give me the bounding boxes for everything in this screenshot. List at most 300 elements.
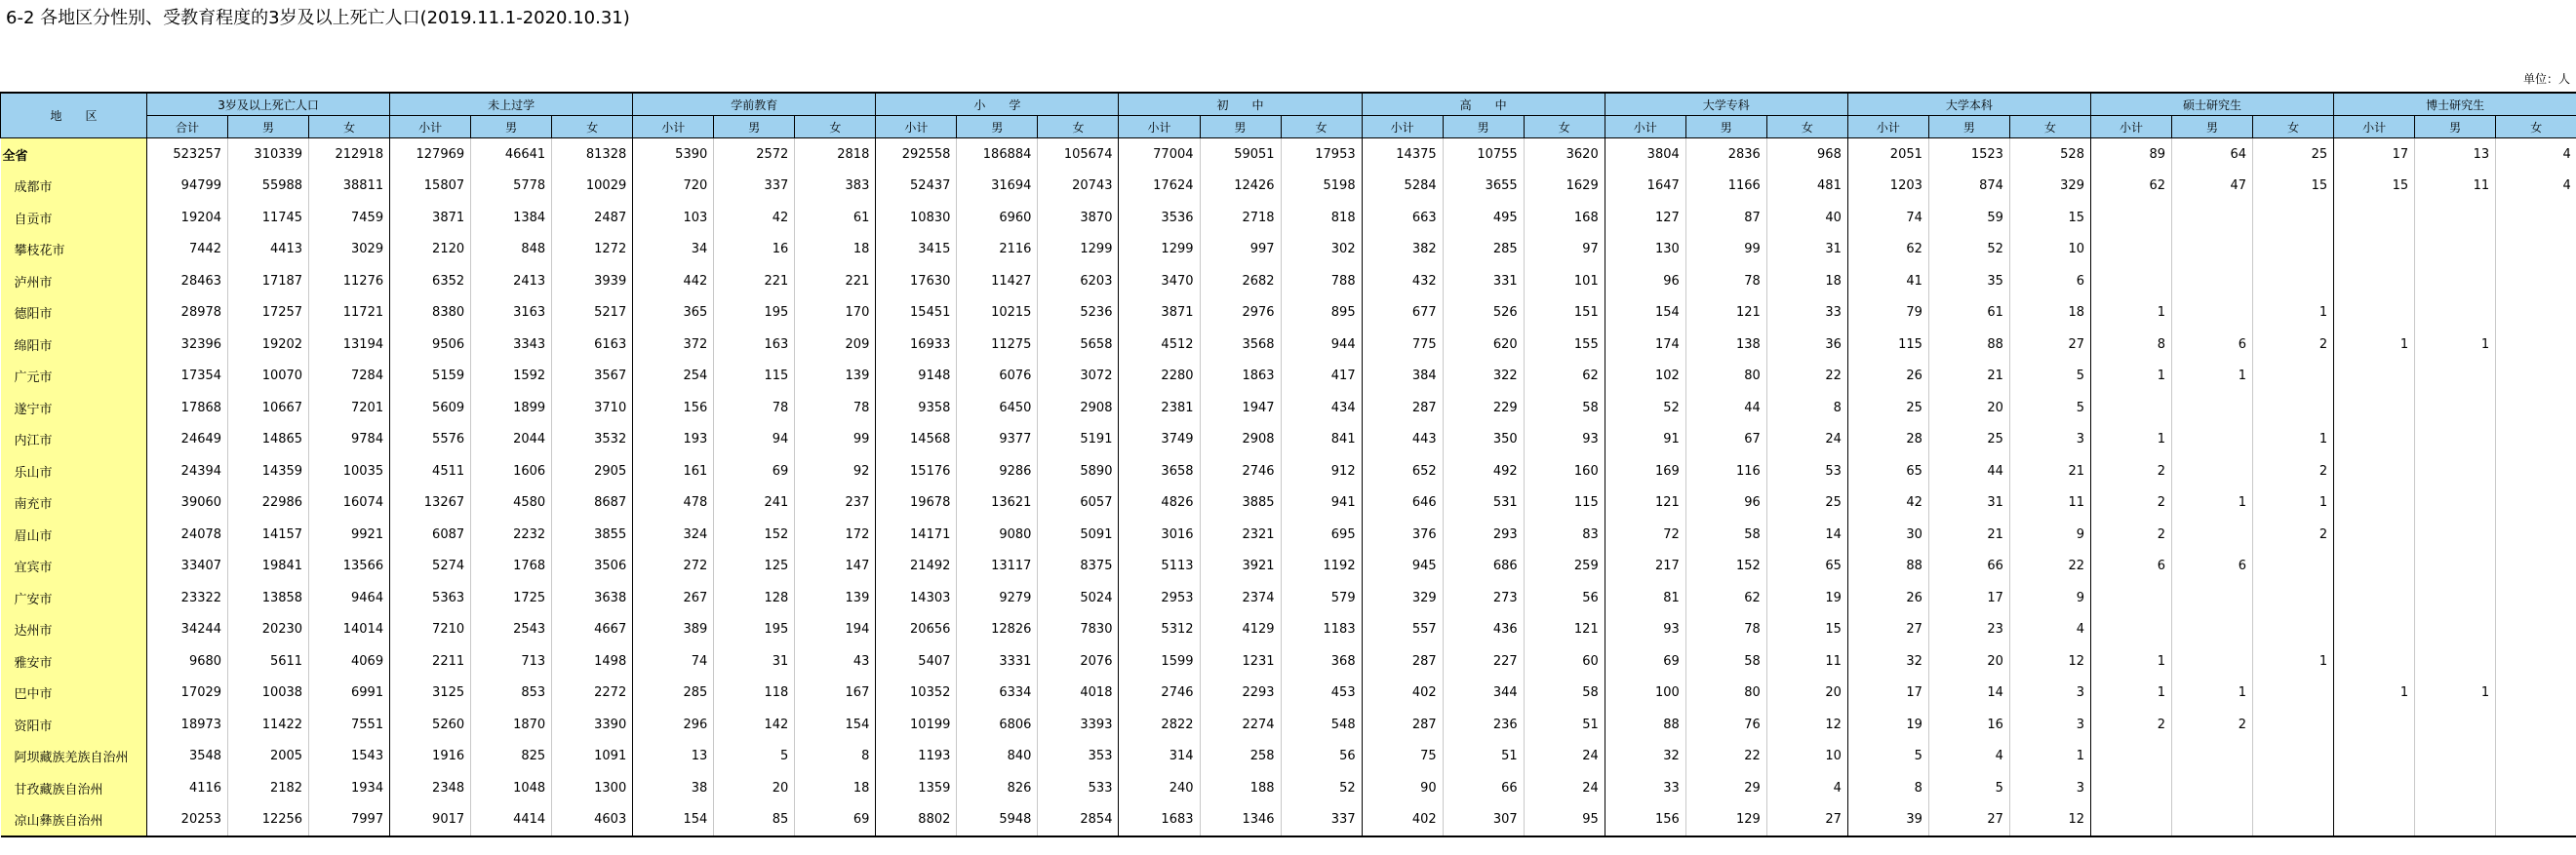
region-cell: 宜宾市 [1,551,147,583]
value-cell: 18 [1766,265,1847,297]
value-cell: 2682 [1200,265,1281,297]
value-cell: 3390 [552,709,633,741]
value-cell: 1231 [1200,645,1281,678]
value-cell: 1166 [1685,171,1766,203]
value-cell: 1 [2090,424,2171,456]
value-cell: 18 [795,772,876,804]
value-cell: 1 [2090,297,2171,330]
value-cell: 1091 [552,741,633,773]
value-cell: 5407 [876,645,957,678]
table-row [1,424,2576,456]
subgroup-header: 女 [1038,116,1119,138]
group-header: 博士研究生 [2334,93,2576,116]
value-cell [2496,265,2576,297]
value-cell: 383 [795,171,876,203]
value-cell: 127 [1605,202,1685,234]
value-cell: 80 [1685,678,1766,710]
value-cell: 17 [2334,138,2415,171]
value-cell: 3870 [1038,202,1119,234]
value-cell: 12 [2009,645,2090,678]
value-cell: 5091 [1038,519,1119,551]
value-cell [2253,234,2334,266]
value-cell: 12 [2009,804,2090,837]
region-cell: 攀枝花市 [1,234,147,266]
value-cell [2253,772,2334,804]
value-cell: 2321 [1200,519,1281,551]
region-cell: 雅安市 [1,645,147,678]
region-column-header: 地 区 [1,93,147,138]
value-cell: 115 [1524,487,1605,520]
value-cell: 1 [2253,424,2334,456]
value-cell: 8687 [552,487,633,520]
value-cell: 21 [1928,519,2009,551]
value-cell: 18 [795,234,876,266]
value-cell: 27 [1928,804,2009,837]
value-cell: 89 [2090,138,2171,171]
value-cell: 21 [1928,361,2009,393]
value-cell: 52 [1281,772,1362,804]
value-cell: 1346 [1200,804,1281,837]
value-cell: 713 [471,645,552,678]
value-cell: 9506 [390,329,471,361]
value-cell: 20 [714,772,795,804]
value-cell: 3 [2009,424,2090,456]
value-cell: 9784 [309,424,390,456]
value-cell: 27 [1847,614,1928,646]
value-cell: 436 [1443,614,1524,646]
value-cell: 3620 [1524,138,1605,171]
value-cell: 9148 [876,361,957,393]
value-cell: 19 [1847,709,1928,741]
value-cell: 19841 [228,551,309,583]
value-cell: 1 [2253,297,2334,330]
value-cell: 3536 [1119,202,1200,234]
value-cell: 34 [633,234,714,266]
value-cell: 4129 [1200,614,1281,646]
subgroup-header: 女 [552,116,633,138]
value-cell: 6334 [957,678,1038,710]
region-cell: 德阳市 [1,297,147,330]
value-cell: 6960 [957,202,1038,234]
value-cell [2253,678,2334,710]
value-cell: 432 [1362,265,1443,297]
value-cell: 365 [633,297,714,330]
value-cell: 186884 [957,138,1038,171]
value-cell: 442 [633,265,714,297]
subgroup-header: 男 [228,116,309,138]
value-cell: 1299 [1038,234,1119,266]
value-cell: 533 [1038,772,1119,804]
value-cell: 20 [1928,392,2009,424]
value-cell: 16 [1928,709,2009,741]
value-cell: 2293 [1200,678,1281,710]
value-cell: 5284 [1362,171,1443,203]
value-cell: 944 [1281,329,1362,361]
value-cell: 5159 [390,361,471,393]
value-cell [2496,424,2576,456]
value-cell: 1599 [1119,645,1200,678]
value-cell: 528 [2009,138,2090,171]
value-cell: 15 [2334,171,2415,203]
value-cell [2090,234,2171,266]
value-cell: 147 [795,551,876,583]
value-cell: 4116 [147,772,228,804]
group-header: 高 中 [1362,93,1605,116]
value-cell [2415,804,2496,837]
region-cell: 广安市 [1,582,147,614]
value-cell: 4580 [471,487,552,520]
value-cell: 115 [1847,329,1928,361]
value-cell: 13267 [390,487,471,520]
value-cell [2496,234,2576,266]
value-cell: 6057 [1038,487,1119,520]
value-cell: 170 [795,297,876,330]
value-cell [2090,265,2171,297]
value-cell: 1299 [1119,234,1200,266]
value-cell: 24078 [147,519,228,551]
value-cell: 58 [1524,392,1605,424]
value-cell: 81 [1605,582,1685,614]
table-row [1,741,2576,773]
value-cell: 78 [1685,614,1766,646]
value-cell: 3567 [552,361,633,393]
value-cell: 2572 [714,138,795,171]
value-cell: 997 [1200,234,1281,266]
value-cell: 10038 [228,678,309,710]
value-cell: 66 [1443,772,1524,804]
value-cell [2496,709,2576,741]
value-cell: 154 [1605,297,1685,330]
table-row [1,329,2576,361]
value-cell: 3921 [1200,551,1281,583]
value-cell: 1384 [471,202,552,234]
value-cell [2334,582,2415,614]
value-cell: 69 [795,804,876,837]
value-cell: 47 [2172,171,2253,203]
value-cell: 121 [1685,297,1766,330]
value-cell: 25 [1847,392,1928,424]
value-cell: 825 [471,741,552,773]
value-cell: 4826 [1119,487,1200,520]
value-cell: 24 [1766,424,1847,456]
value-cell: 9080 [957,519,1038,551]
subgroup-header: 女 [1766,116,1847,138]
value-cell: 5312 [1119,614,1200,646]
value-cell: 296 [633,709,714,741]
value-cell: 1 [2172,487,2253,520]
value-cell: 3331 [957,645,1038,678]
value-cell: 2120 [390,234,471,266]
value-cell [2496,678,2576,710]
subgroup-header: 男 [1685,116,1766,138]
value-cell [2415,234,2496,266]
value-cell: 9279 [957,582,1038,614]
value-cell: 8 [2090,329,2171,361]
value-cell: 344 [1443,678,1524,710]
value-cell: 22 [2009,551,2090,583]
value-cell: 17187 [228,265,309,297]
value-cell: 434 [1281,392,1362,424]
value-cell: 12426 [1200,171,1281,203]
value-cell: 310339 [228,138,309,171]
value-cell: 3638 [552,582,633,614]
table-row [1,709,2576,741]
table-row [1,551,2576,583]
value-cell: 22 [1766,361,1847,393]
value-cell [2334,234,2415,266]
value-cell: 6 [2090,551,2171,583]
region-cell: 全省 [1,138,147,171]
value-cell: 25 [2253,138,2334,171]
value-cell: 99 [795,424,876,456]
value-cell: 2 [2253,329,2334,361]
value-cell: 52437 [876,171,957,203]
value-cell: 2381 [1119,392,1200,424]
value-cell: 384 [1362,361,1443,393]
value-cell [2496,329,2576,361]
value-cell: 26 [1847,361,1928,393]
value-cell: 77004 [1119,138,1200,171]
value-cell: 3710 [552,392,633,424]
value-cell: 154 [795,709,876,741]
value-cell [2334,265,2415,297]
value-cell: 652 [1362,455,1443,487]
value-cell: 24649 [147,424,228,456]
value-cell: 90 [1362,772,1443,804]
value-cell: 13566 [309,551,390,583]
value-cell: 93 [1605,614,1685,646]
subgroup-header: 男 [2415,116,2496,138]
value-cell: 229 [1443,392,1524,424]
value-cell: 6806 [957,709,1038,741]
value-cell: 9358 [876,392,957,424]
value-cell: 6076 [957,361,1038,393]
value-cell [2090,392,2171,424]
value-cell: 32 [1847,645,1928,678]
table-row [1,519,2576,551]
value-cell [2415,455,2496,487]
value-cell: 6352 [390,265,471,297]
value-cell [2172,519,2253,551]
region-cell: 广元市 [1,361,147,393]
value-cell: 5191 [1038,424,1119,456]
value-cell: 13 [633,741,714,773]
value-cell [2334,804,2415,837]
value-cell: 968 [1766,138,1847,171]
value-cell: 941 [1281,487,1362,520]
value-cell: 160 [1524,455,1605,487]
value-cell [2496,361,2576,393]
value-cell: 2044 [471,424,552,456]
value-cell [2090,582,2171,614]
table-row [1,455,2576,487]
value-cell: 193 [633,424,714,456]
value-cell: 3393 [1038,709,1119,741]
value-cell [2415,361,2496,393]
value-cell: 237 [795,487,876,520]
value-cell: 33407 [147,551,228,583]
value-cell [2172,772,2253,804]
value-cell: 677 [1362,297,1443,330]
value-cell: 188 [1200,772,1281,804]
value-cell: 38 [633,772,714,804]
value-cell: 3163 [471,297,552,330]
value-cell [2415,551,2496,583]
value-cell: 10035 [309,455,390,487]
value-cell: 2953 [1119,582,1200,614]
value-cell: 1863 [1200,361,1281,393]
value-cell: 151 [1524,297,1605,330]
value-cell: 29 [1685,772,1766,804]
value-cell: 6203 [1038,265,1119,297]
value-cell: 5611 [228,645,309,678]
value-cell: 1 [2415,678,2496,710]
group-header: 小 学 [876,93,1119,116]
table-row [1,297,2576,330]
value-cell: 236 [1443,709,1524,741]
value-cell: 2487 [552,202,633,234]
value-cell: 337 [1281,804,1362,837]
value-cell [2172,234,2253,266]
group-header: 学前教育 [633,93,876,116]
value-cell: 372 [633,329,714,361]
value-cell: 389 [633,614,714,646]
value-cell: 17953 [1281,138,1362,171]
value-cell [2496,582,2576,614]
value-cell: 818 [1281,202,1362,234]
value-cell: 322 [1443,361,1524,393]
value-cell: 78 [714,392,795,424]
value-cell: 1048 [471,772,552,804]
subgroup-header: 男 [1443,116,1524,138]
value-cell: 4413 [228,234,309,266]
value-cell: 12 [1766,709,1847,741]
value-cell: 8380 [390,297,471,330]
value-cell [2334,741,2415,773]
value-cell: 4 [2496,171,2576,203]
value-cell: 7284 [309,361,390,393]
value-cell: 2116 [957,234,1038,266]
subgroup-header: 小计 [2090,116,2171,138]
value-cell [2496,455,2576,487]
table-row [1,582,2576,614]
value-cell: 2 [2090,455,2171,487]
value-cell: 329 [2009,171,2090,203]
value-cell: 23322 [147,582,228,614]
value-cell: 221 [795,265,876,297]
subgroup-header: 男 [1200,116,1281,138]
value-cell: 14 [1766,519,1847,551]
value-cell [2415,297,2496,330]
value-cell: 2280 [1119,361,1200,393]
value-cell [2415,519,2496,551]
value-cell: 88 [1928,329,2009,361]
value-cell: 3072 [1038,361,1119,393]
value-cell: 826 [957,772,1038,804]
region-cell: 眉山市 [1,519,147,551]
value-cell: 5778 [471,171,552,203]
value-cell [2172,297,2253,330]
value-cell: 66 [1928,551,2009,583]
value-cell: 5 [1847,741,1928,773]
data-table [0,92,2576,837]
value-cell [2334,424,2415,456]
value-cell: 3804 [1605,138,1685,171]
value-cell: 5658 [1038,329,1119,361]
value-cell: 142 [714,709,795,741]
value-cell: 5274 [390,551,471,583]
value-cell: 3 [2009,709,2090,741]
value-cell: 3885 [1200,487,1281,520]
value-cell: 10199 [876,709,957,741]
value-cell: 2005 [228,741,309,773]
value-cell: 492 [1443,455,1524,487]
value-cell: 21492 [876,551,957,583]
value-cell: 2 [2253,519,2334,551]
value-cell: 33 [1766,297,1847,330]
subgroup-header: 女 [1524,116,1605,138]
value-cell: 129 [1685,804,1766,837]
value-cell: 34244 [147,614,228,646]
value-cell: 81328 [552,138,633,171]
value-cell: 212918 [309,138,390,171]
region-cell: 乐山市 [1,455,147,487]
value-cell: 1 [2334,678,2415,710]
value-cell: 259 [1524,551,1605,583]
value-cell: 9017 [390,804,471,837]
value-cell [2253,582,2334,614]
value-cell: 118 [714,678,795,710]
value-cell: 138 [1685,329,1766,361]
value-cell: 194 [795,614,876,646]
value-cell: 17354 [147,361,228,393]
value-cell: 14359 [228,455,309,487]
value-cell: 1 [2172,678,2253,710]
value-cell: 16 [714,234,795,266]
value-cell: 2746 [1200,455,1281,487]
value-cell: 2413 [471,265,552,297]
subgroup-header: 小计 [876,116,957,138]
value-cell: 1543 [309,741,390,773]
value-cell: 2 [2172,709,2253,741]
table-row [1,138,2576,171]
value-cell: 1 [2009,741,2090,773]
value-cell: 13 [2415,138,2496,171]
unit-label: 单位：人 [2522,72,2570,86]
value-cell: 3749 [1119,424,1200,456]
value-cell: 579 [1281,582,1362,614]
value-cell: 848 [471,234,552,266]
subgroup-header: 女 [309,116,390,138]
value-cell [2334,614,2415,646]
region-cell: 南充市 [1,487,147,520]
value-cell: 5576 [390,424,471,456]
value-cell: 1523 [1928,138,2009,171]
value-cell [2172,202,2253,234]
value-cell: 27 [2009,329,2090,361]
value-cell: 272 [633,551,714,583]
value-cell: 1 [2334,329,2415,361]
value-cell: 10352 [876,678,957,710]
value-cell: 9 [2009,519,2090,551]
value-cell: 16074 [309,487,390,520]
value-cell: 128 [714,582,795,614]
value-cell: 169 [1605,455,1685,487]
value-cell: 28463 [147,265,228,297]
region-cell: 巴中市 [1,678,147,710]
value-cell: 2 [2090,709,2171,741]
value-cell: 1 [2253,645,2334,678]
